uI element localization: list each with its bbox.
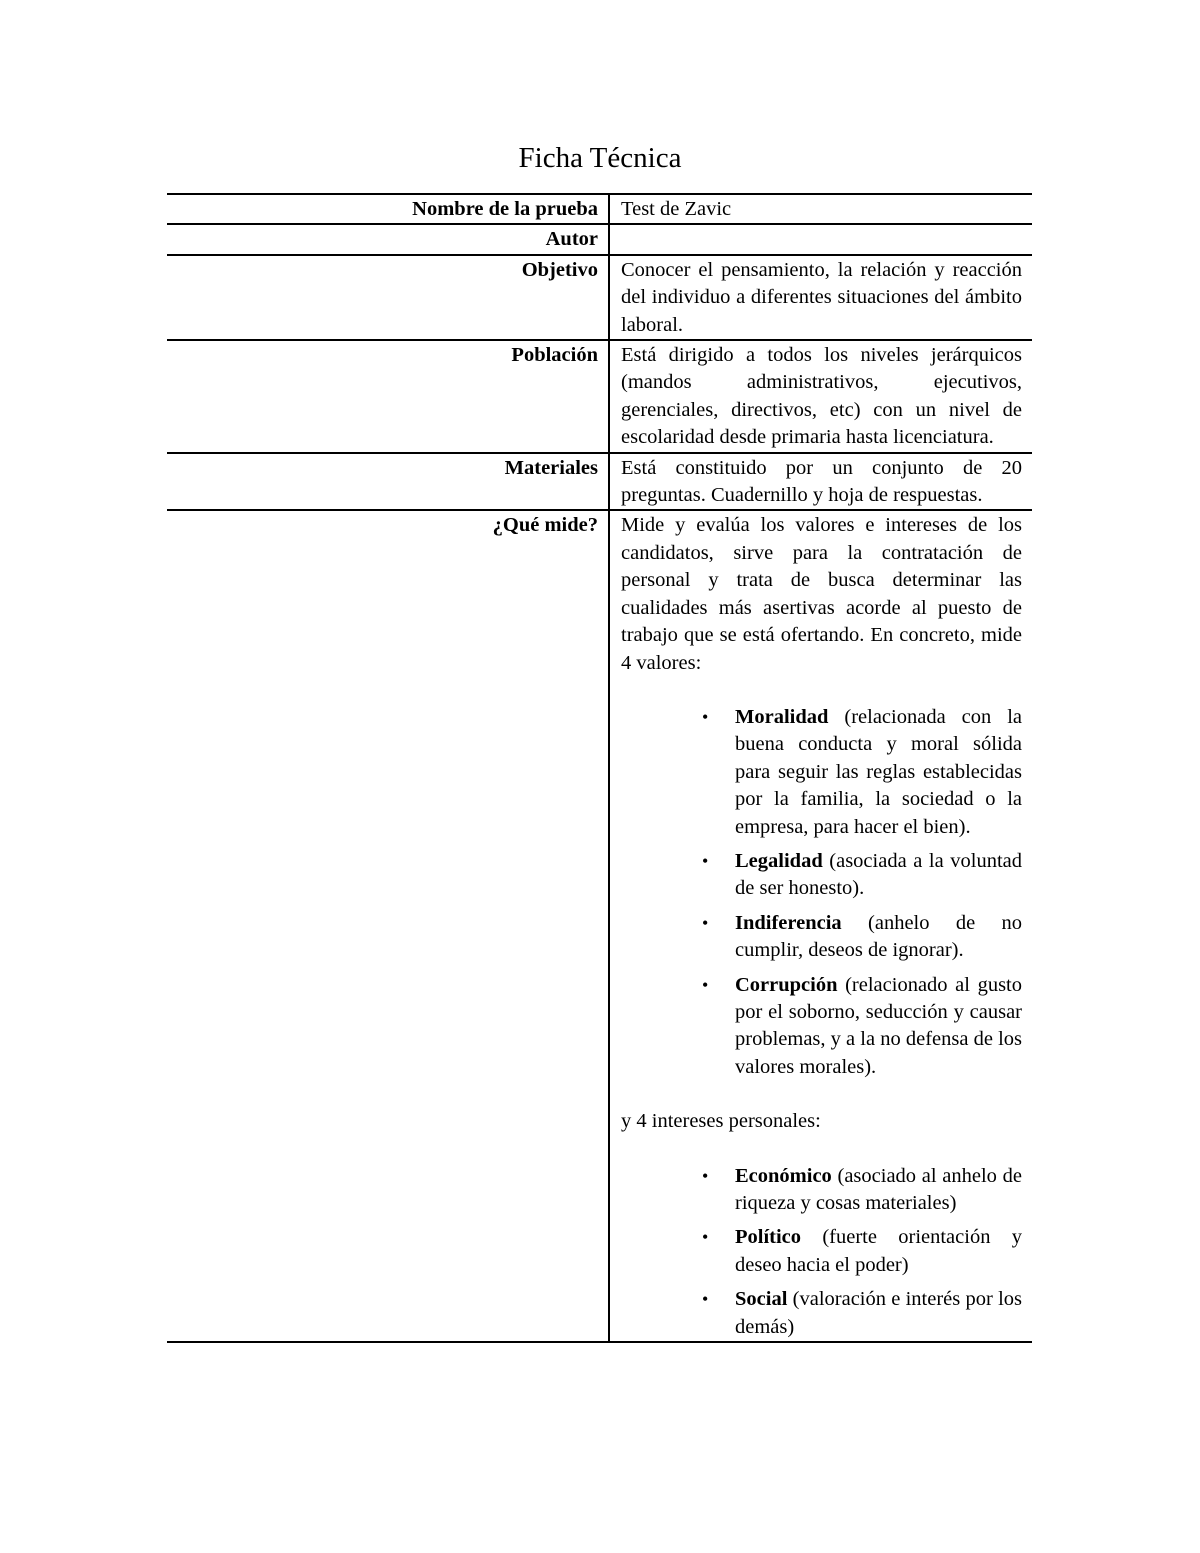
page-title: Ficha Técnica (518, 142, 682, 174)
intereses-list (621, 1163, 1022, 1341)
row-nombre (167, 194, 1032, 224)
list-item (702, 1224, 1022, 1279)
list-item (702, 910, 1022, 965)
row-objetivo (167, 255, 1032, 340)
label-objetivo: Objetivo (167, 255, 609, 340)
valor-desc: (relacionada con la buena conducta y moral sólida para seguir las reglas establecidas por la familia, la sociedad o la empresa, para hacer el bien). (735, 705, 1022, 838)
bullet-icon: • (702, 1227, 709, 1248)
value-autor-text (621, 226, 1022, 252)
valores-list (621, 704, 1022, 1081)
value-autor (609, 224, 1032, 254)
row-poblacion (167, 340, 1032, 453)
list-item (702, 1163, 1022, 1218)
valor-desc: (anhelo de no cumplir, deseos de ignorar). (735, 911, 1022, 962)
interes-desc: (fuerte orientación y deseo hacia el poder) (735, 1226, 1022, 1276)
list-item (702, 704, 1022, 841)
interes-term: Social (735, 1288, 788, 1311)
que-mide-intro: Mide y evalúa los valores e intereses de los candidatos, sirve para la contratación de personal y trata de busca determinar las cualidades más asertivas acorde al puesto de trabajo que se está ofertando. En concreto, mide 4 valores: (621, 514, 1022, 674)
bullet-icon: • (702, 912, 709, 933)
interes-desc: (asociado al anhelo de riqueza y cosas materiales) (735, 1164, 1022, 1214)
value-poblacion: Está dirigido a todos los niveles jerárquicos (mandos administrativos, ejecutivos, gerenciales, directivos, etc) con un nivel de escolaridad desde primaria hasta licenciatura. (621, 344, 1022, 449)
valor-term: Legalidad (735, 849, 823, 872)
row-que-mide (167, 510, 1032, 1342)
valor-desc: (asociada a la voluntad de ser honesto). (735, 849, 1022, 900)
list-item (702, 1286, 1022, 1341)
list-item (702, 848, 1022, 903)
label-materiales: Materiales (167, 453, 609, 511)
valor-desc: (relacionado al gusto por el soborno, seducción y causar problemas, y a la no defensa de los valores morales). (735, 973, 1022, 1078)
bullet-icon: • (702, 850, 709, 871)
label-que-mide: ¿Qué mide? (167, 510, 609, 1342)
technical-sheet-table (167, 193, 1032, 1343)
value-objetivo: Conocer el pensamiento, la relación y reacción del individuo a diferentes situaciones del ámbito laboral. (621, 258, 1022, 336)
intereses-intro: y 4 intereses personales: (621, 1110, 821, 1133)
interes-term: Económico (735, 1164, 832, 1187)
label-poblacion: Población (167, 340, 609, 453)
bullet-icon: • (702, 1165, 709, 1186)
interes-term: Político (735, 1226, 802, 1249)
row-autor (167, 224, 1032, 254)
row-materiales (167, 453, 1032, 511)
valor-term: Indiferencia (735, 911, 842, 934)
label-autor: Autor (167, 224, 609, 254)
label-nombre: Nombre de la prueba (167, 194, 609, 224)
bullet-icon: • (702, 1289, 709, 1310)
bullet-icon: • (702, 706, 709, 727)
list-item (702, 972, 1022, 1082)
valor-term: Corrupción (735, 973, 838, 996)
value-nombre: Test de Zavic (621, 198, 732, 220)
value-que-mide (609, 510, 1032, 1342)
interes-desc: (valoración e interés por los demás) (735, 1288, 1022, 1338)
value-materiales: Está constituido por un conjunto de 20 preguntas. Cuadernillo y hoja de respuestas. (621, 456, 1022, 507)
valor-term: Moralidad (735, 705, 829, 728)
bullet-icon: • (702, 974, 709, 995)
